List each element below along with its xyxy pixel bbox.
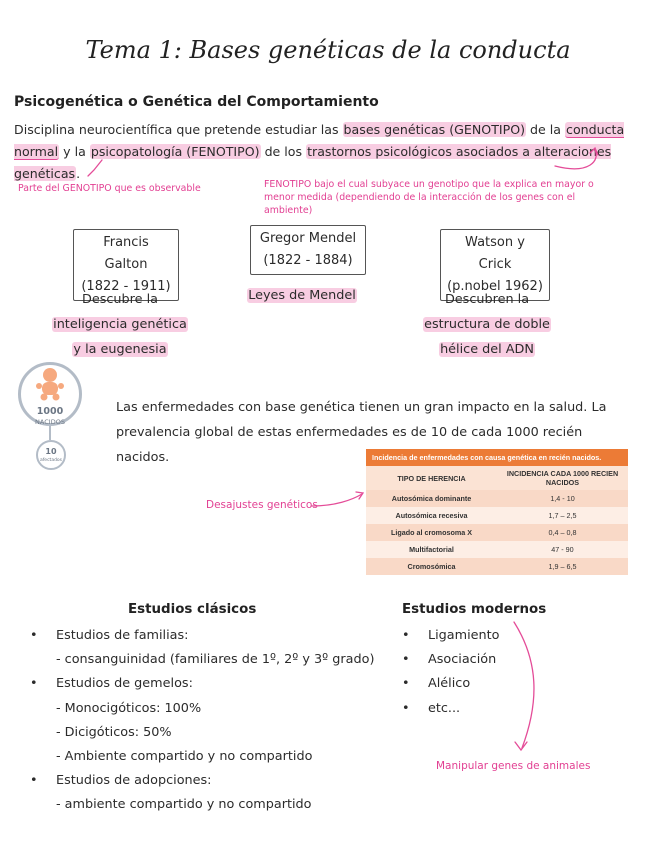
highlight-genotipo: bases genéticas (GENOTIPO) xyxy=(343,122,526,137)
definition-text: de la xyxy=(526,122,566,137)
scientist-box-mendel xyxy=(250,225,366,275)
desc-line: Leyes de Mendel xyxy=(248,288,356,303)
table-cell: 1,7 – 2,5 xyxy=(497,507,628,524)
scientist-detail: (p.nobel 1962) xyxy=(447,279,543,294)
list-subitem: - Dicigóticos: 50% xyxy=(56,724,172,740)
highlight-fenotipo: psicopatología (FENOTIPO) xyxy=(90,144,260,159)
list-subitem: - ambiente compartido y no compartido xyxy=(56,797,312,813)
page-title: Tema 1: Bases genéticas de la conducta xyxy=(85,36,571,64)
scientist-desc-watson-crick xyxy=(402,287,572,362)
scientist-name: Watson y Crick xyxy=(465,235,525,272)
scientist-name: Francis Galton xyxy=(103,235,149,272)
scientist-desc-mendel xyxy=(222,283,382,308)
modern-studies-list xyxy=(402,624,602,721)
list-item: • Estudios de adopciones: xyxy=(30,769,390,793)
note-genotipo-observable: Parte del GENOTIPO que es observable xyxy=(18,183,201,194)
affected-label: afectados xyxy=(39,458,63,463)
table-cell: 0,4 – 0,8 xyxy=(497,524,628,541)
desc-line: estructura de doble xyxy=(424,317,550,332)
table-row xyxy=(366,524,628,541)
baby-icon xyxy=(33,366,67,402)
highlight-conducta-normal: conducta normal xyxy=(14,122,625,159)
table-cell: Autosómica recesiva xyxy=(366,507,497,524)
scientist-name: Gregor Mendel xyxy=(259,231,357,246)
definition-paragraph xyxy=(14,119,644,185)
table-cell: 1,4 - 10 xyxy=(497,490,628,507)
table-row xyxy=(366,507,628,524)
note-desajustes: Desajustes genéticos xyxy=(206,499,318,511)
list-item: • Ligamiento xyxy=(402,624,602,648)
highlight-trastornos: trastornos psicológicos asociados a alteraciones genéticas xyxy=(14,144,612,181)
table-cell: Cromosómica xyxy=(366,558,497,575)
classic-studies-title: Estudios clásicos xyxy=(128,602,257,617)
table-header: TIPO DE HERENCIA xyxy=(366,466,497,490)
desc-line: y la eugenesia xyxy=(73,342,167,357)
table-cell: Multifactorial xyxy=(366,541,497,558)
table-header: INCIDENCIA CADA 1000 RECIEN NACIDOS xyxy=(497,466,628,490)
table-row xyxy=(366,490,628,507)
definition-text: . xyxy=(76,166,81,181)
affected-number: 10 xyxy=(45,447,57,456)
connector-line xyxy=(49,426,51,440)
newborn-label: NACIDOS xyxy=(35,418,65,426)
desc-line: Descubren la xyxy=(444,292,530,307)
arrow-desajustes xyxy=(312,494,362,506)
table-cell: 1,9 – 6,5 xyxy=(497,558,628,575)
classic-studies-list xyxy=(30,624,390,818)
list-subitem: - Monocigóticos: 100% xyxy=(56,700,202,716)
list-item: • Estudios de gemelos: xyxy=(30,672,390,696)
table-row xyxy=(366,558,628,575)
note-manipular-genes: Manipular genes de animales xyxy=(436,760,591,772)
section-heading: Psicogenética o Genética del Comportamiento xyxy=(14,94,379,110)
table-row xyxy=(366,541,628,558)
scientist-desc-galton xyxy=(40,287,200,362)
table-cell: Autosómica dominante xyxy=(366,490,497,507)
table-cell: 47 - 90 xyxy=(497,541,628,558)
desc-line: Descubre la xyxy=(82,292,158,307)
desc-line: inteligencia genética xyxy=(53,317,187,332)
incidence-table xyxy=(366,449,628,575)
newborn-count xyxy=(18,407,82,427)
modern-studies-title: Estudios modernos xyxy=(402,602,547,617)
arrow-desajustes-head xyxy=(356,492,363,499)
list-subitem: - Ambiente compartido y no compartido xyxy=(56,749,313,765)
list-item: • Asociación xyxy=(402,648,602,672)
note-fenotipo-genotipo: FENOTIPO bajo el cual subyace un genotipo que la explica en mayor o menor medida (dependiendo de la interacción de los genes con el ambiente) xyxy=(264,179,594,216)
desc-line: hélice del ADN xyxy=(440,342,534,357)
table-cell: Ligado al cromosoma X xyxy=(366,524,497,541)
definition-text: de los xyxy=(260,144,307,159)
scientist-detail: (1822 - 1884) xyxy=(263,253,353,268)
list-item: • Estudios de familias: xyxy=(30,624,390,648)
affected-circle xyxy=(36,440,66,470)
arrow-manipular-head xyxy=(515,742,527,750)
table-caption: Incidencia de enfermedades con causa genética en recién nacidos. xyxy=(366,449,628,466)
newborn-number: 1000 xyxy=(36,406,64,417)
definition-text: Disciplina neurocientífica que pretende estudiar las xyxy=(14,122,343,137)
scientist-detail: (1822 - 1911) xyxy=(81,279,171,294)
definition-text: y la xyxy=(59,144,90,159)
prevalence-text: Las enfermedades con base genética tienen un gran impacto en la salud. La prevalencia global de estas enfermedades es de 10 de cada 1000 recién nacidos. xyxy=(116,400,607,465)
list-subitem: - consanguinidad (familiares de 1º, 2º y 3º grado) xyxy=(56,652,375,668)
list-item: • Alélico xyxy=(402,672,602,696)
list-item: • etc... xyxy=(402,697,602,721)
